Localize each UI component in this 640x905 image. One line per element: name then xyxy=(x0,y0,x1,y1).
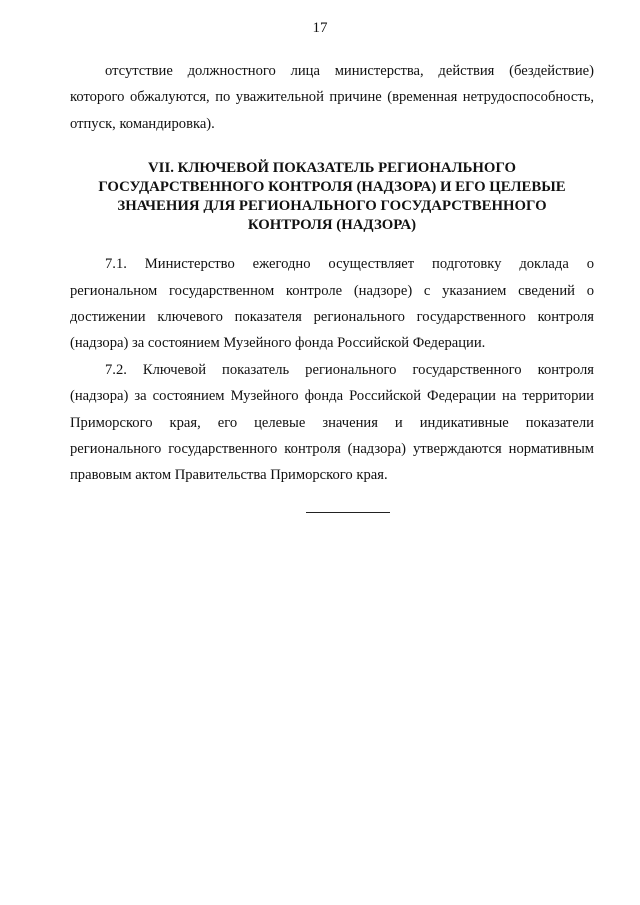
intro-paragraph: отсутствие должностного лица министерства, действия (бездействие) которого обжалуются, по уважительной причине (временная нетрудоспособность, отпуск, командировка). xyxy=(70,63,594,132)
document-body xyxy=(70,58,594,489)
section-heading-line: ГОСУДАРСТВЕННОГО КОНТРОЛЯ (НАДЗОРА) И ЕГО ЦЕЛЕВЫЕ xyxy=(98,179,566,196)
paragraph-7-1: 7.1. Министерство ежегодно осуществляет подготовку доклада о региональном государственном контроле (надзоре) с указанием сведений о достижении ключевого показателя регионального государственного контроля (надзора) за состоянием Музейного фонда Российской Федерации. xyxy=(70,256,594,352)
page-number: 17 xyxy=(312,20,328,36)
paragraph-7-2: 7.2. Ключевой показатель регионального государственного контроля (надзора) за состоянием Музейного фонда Российской Федерации на территории Приморского края, его целевые значения и индикативные показатели регионального государственного контроля (надзора) утверждаются нормативным правовым актом Правительства Приморского края. xyxy=(70,361,594,484)
section-heading xyxy=(70,159,594,235)
section-heading-line: VII. КЛЮЧЕВОЙ ПОКАЗАТЕЛЬ РЕГИОНАЛЬНОГО xyxy=(148,160,516,177)
section-heading-line: КОНТРОЛЯ (НАДЗОРА) xyxy=(247,217,417,234)
end-of-text-divider xyxy=(306,512,390,513)
section-heading-line: ЗНАЧЕНИЯ ДЛЯ РЕГИОНАЛЬНОГО ГОСУДАРСТВЕННОГО xyxy=(117,198,547,215)
